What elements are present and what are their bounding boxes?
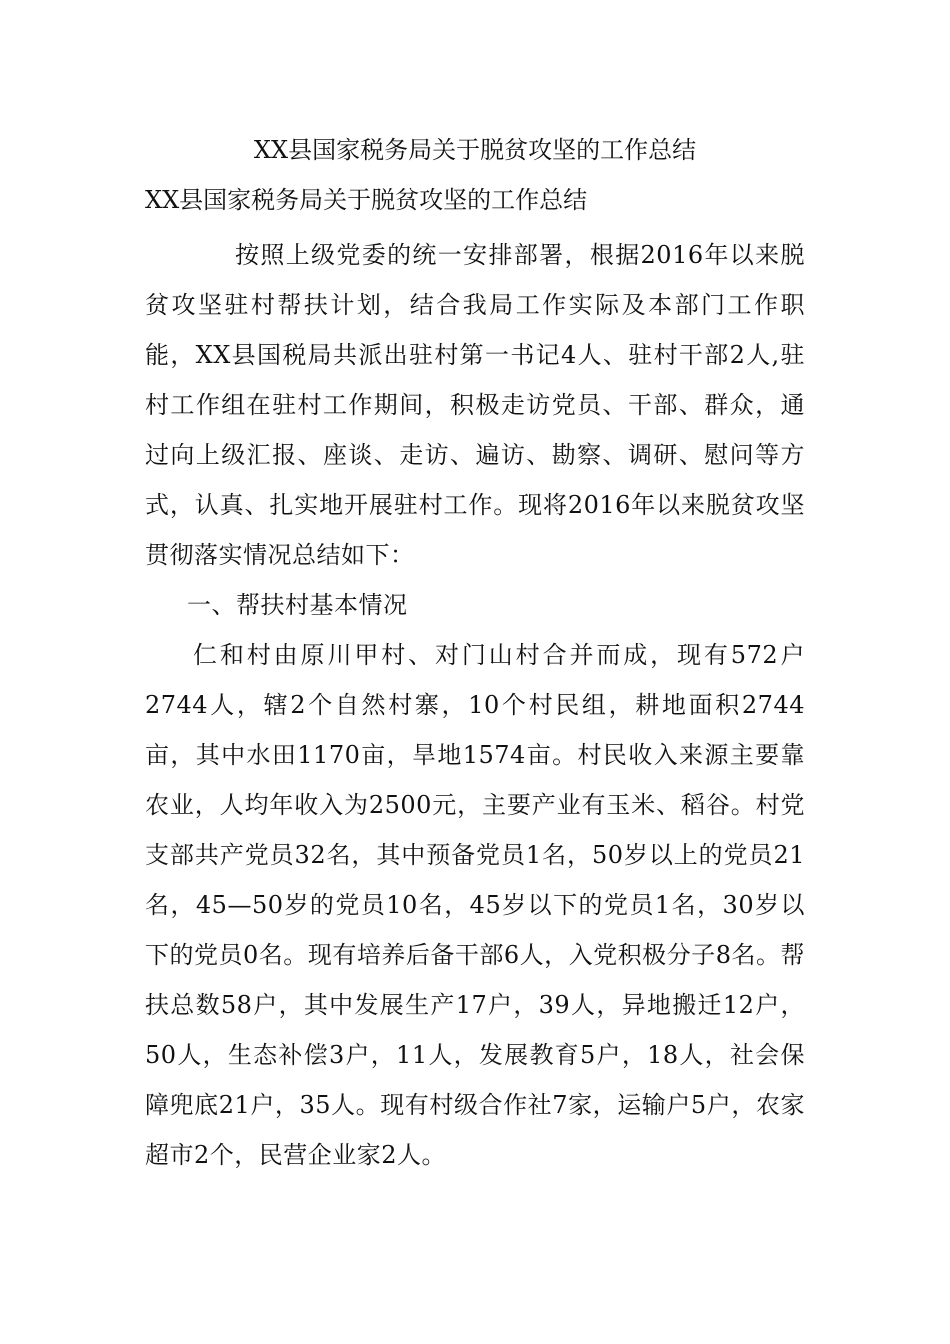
document-subtitle: XX县国家税务局关于脱贫攻坚的工作总结 bbox=[145, 186, 588, 214]
document-body bbox=[145, 230, 805, 1180]
section-heading: 一、帮扶村基本情况 bbox=[187, 591, 408, 619]
document-title: XX县国家税务局关于脱贫攻坚的工作总结 bbox=[253, 136, 697, 164]
paragraph-village-info: 仁和村由原川甲村、对门山村合并而成，现有572户2744人，辖2个自然村寨，10个村民组，耕地面积2744亩，其中水田1170亩，旱地1574亩。村民收入来源主要靠农业，人均年收入为2500元，主要产业有玉米、稻谷。村党支部共产党员32名，其中预备党员1名，50岁以上的党员21名，45—50岁的党员10名，45岁以下的党员1名，30岁以下的党员0名。现有培养后备干部6人，入党积极分子8名。帮扶总数58户，其中发展生产17户，39人，异地搬迁12户，50人，生态补偿3户，11人，发展教育5户，18人，社会保障兜底21户，35人。现有村级合作社7家，运输户5户，农家超市2个，民营企业家2人。 bbox=[145, 641, 805, 1169]
paragraph-intro: 按照上级党委的统一安排部署，根据2016年以来脱贫攻坚驻村帮扶计划，结合我局工作实际及本部门工作职能，XX县国税局共派出驻村第一书记4人、驻村干部2人,驻村工作组在驻村工作期间，积极走访党员、干部、群众，通过向上级汇报、座谈、走访、遍访、勘察、调研、慰问等方式，认真、扎实地开展驻村工作。现将2016年以来脱贫攻坚贯彻落实情况总结如下： bbox=[145, 241, 805, 569]
